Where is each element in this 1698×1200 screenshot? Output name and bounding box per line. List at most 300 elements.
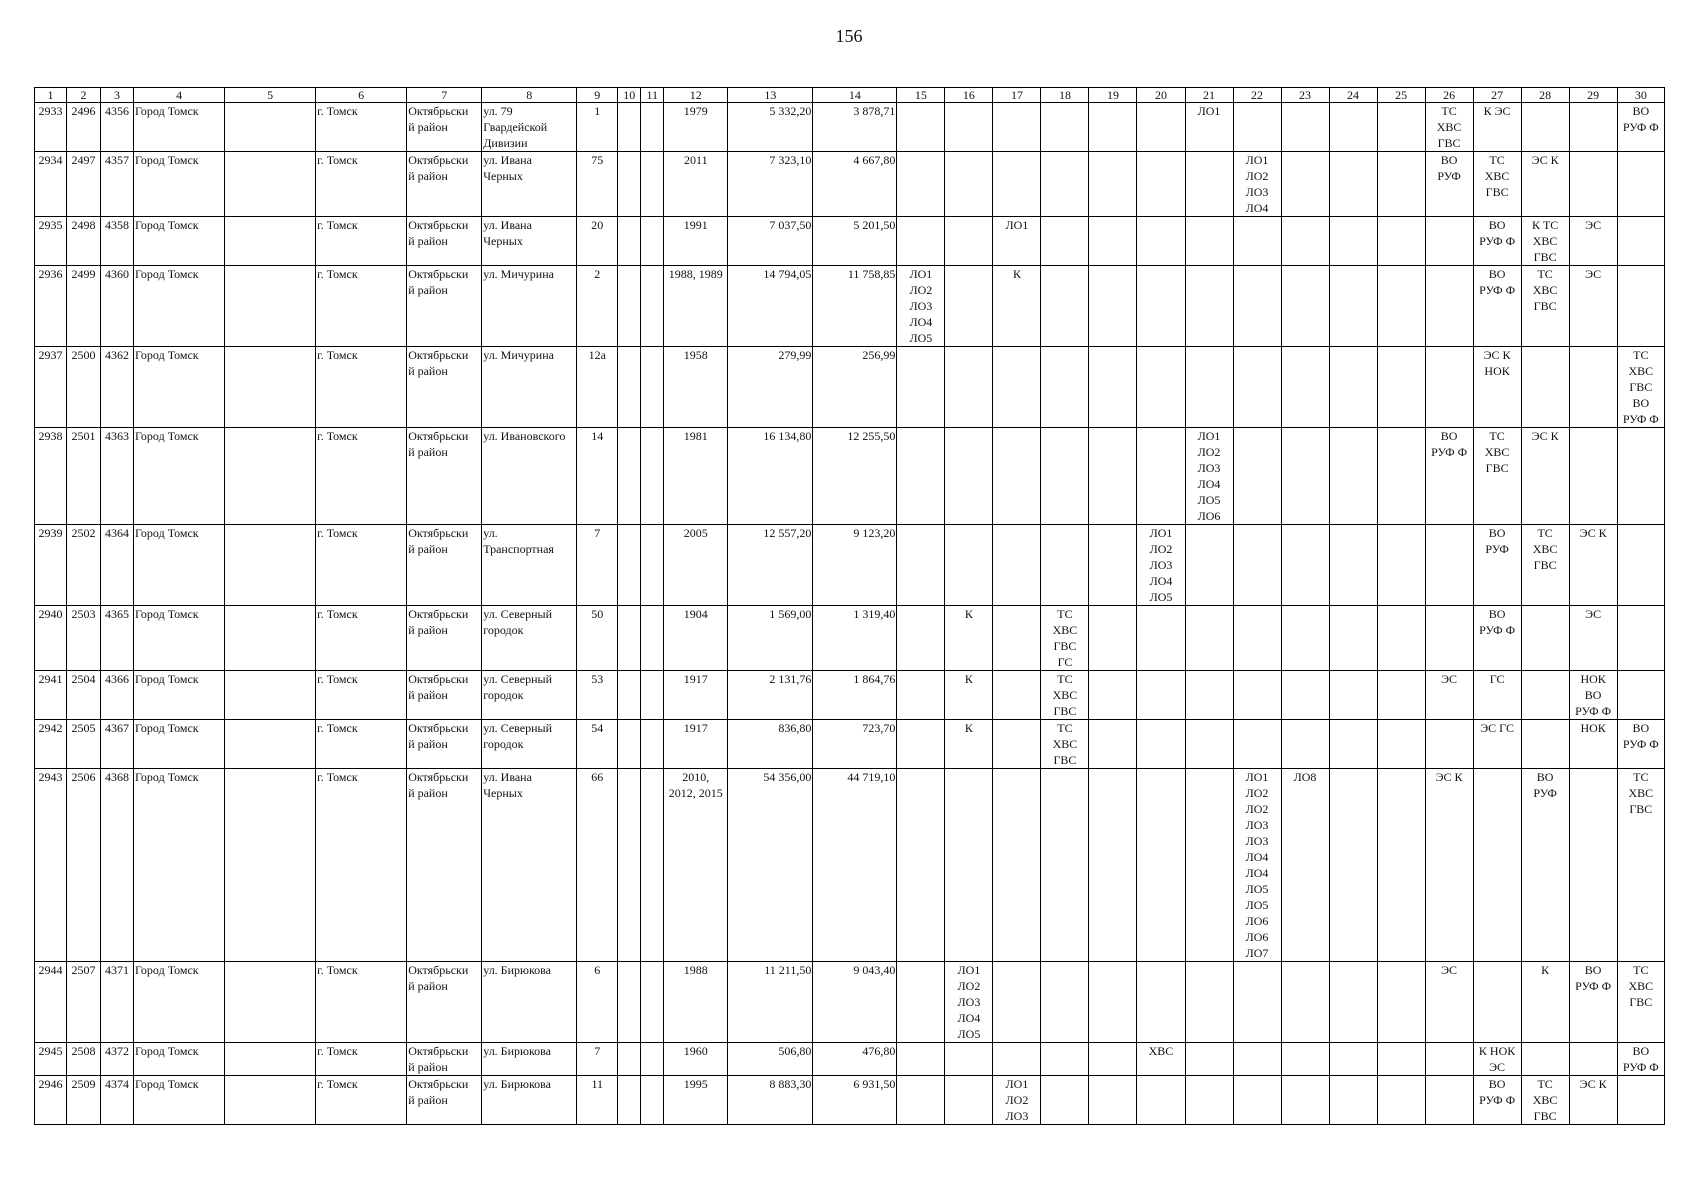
table-cell: Октябрьски й район	[407, 606, 482, 671]
table-cell	[1185, 1043, 1233, 1076]
table-cell: 2939	[35, 525, 67, 606]
table-cell: ВО РУФ Ф	[1617, 1043, 1664, 1076]
table-cell	[1185, 266, 1233, 347]
table-cell	[618, 103, 641, 152]
table-cell: ТС ХВС ГВС	[1473, 428, 1521, 525]
table-cell: 2507	[67, 962, 101, 1043]
table-cell	[1041, 769, 1089, 962]
table-row	[35, 152, 1665, 217]
table-cell	[1281, 347, 1329, 428]
table-cell: Город Томск	[134, 606, 225, 671]
table-cell	[618, 217, 641, 266]
table-cell	[897, 769, 945, 962]
table-cell: Город Томск	[134, 266, 225, 347]
table-cell: 1991	[664, 217, 728, 266]
table-cell	[1089, 103, 1137, 152]
table-cell: 4368	[101, 769, 134, 962]
table-cell: 4360	[101, 266, 134, 347]
table-row	[35, 428, 1665, 525]
table-cell: 2498	[67, 217, 101, 266]
table-cell: 44 719,10	[813, 769, 897, 962]
table-cell: ВО РУФ	[1425, 152, 1473, 217]
table-cell	[1041, 1043, 1089, 1076]
table-cell	[641, 525, 664, 606]
table-cell	[993, 428, 1041, 525]
table-cell: Город Томск	[134, 671, 225, 720]
column-number-cell: 15	[897, 88, 945, 103]
table-cell: 50	[577, 606, 618, 671]
table-cell	[1617, 217, 1664, 266]
table-cell	[1617, 606, 1664, 671]
table-cell: 9 043,40	[813, 962, 897, 1043]
table-cell	[1233, 525, 1281, 606]
table-cell	[1137, 217, 1185, 266]
table-cell	[1617, 671, 1664, 720]
table-cell	[1521, 347, 1569, 428]
table-cell	[1281, 1043, 1329, 1076]
table-cell	[225, 525, 316, 606]
table-cell: 1988, 1989	[664, 266, 728, 347]
table-cell	[945, 266, 993, 347]
table-cell: 12а	[577, 347, 618, 428]
table-cell	[618, 606, 641, 671]
table-cell: 2011	[664, 152, 728, 217]
table-cell: ЛО1 ЛО2 ЛО3 ЛО4 ЛО5	[945, 962, 993, 1043]
table-cell: 16 134,80	[728, 428, 813, 525]
table-cell: ул. Северный городок	[482, 720, 577, 769]
table-cell	[1281, 962, 1329, 1043]
table-cell	[618, 1043, 641, 1076]
table-row	[35, 347, 1665, 428]
table-cell: 1	[577, 103, 618, 152]
table-cell	[1137, 671, 1185, 720]
table-cell: 4371	[101, 962, 134, 1043]
table-row	[35, 671, 1665, 720]
table-cell: 1917	[664, 671, 728, 720]
table-cell: г. Томск	[316, 962, 407, 1043]
table-cell: Октябрьски й район	[407, 525, 482, 606]
table-cell: 1988	[664, 962, 728, 1043]
table-cell: 5 201,50	[813, 217, 897, 266]
table-cell: 4358	[101, 217, 134, 266]
table-cell: ул. Мичурина	[482, 266, 577, 347]
table-cell	[225, 769, 316, 962]
table-cell	[1089, 606, 1137, 671]
table-cell	[1425, 266, 1473, 347]
table-cell	[225, 217, 316, 266]
table-cell	[1473, 962, 1521, 1043]
table-cell	[1137, 962, 1185, 1043]
table-cell: 2946	[35, 1076, 67, 1125]
table-cell	[1185, 671, 1233, 720]
table-cell	[993, 152, 1041, 217]
table-cell	[1617, 152, 1664, 217]
table-cell	[945, 347, 993, 428]
table-cell: ЭС	[1425, 671, 1473, 720]
table-cell	[641, 606, 664, 671]
table-cell	[1233, 962, 1281, 1043]
table-cell: ВО РУФ Ф	[1569, 962, 1617, 1043]
table-cell	[1041, 962, 1089, 1043]
table-cell	[641, 671, 664, 720]
table-cell: Город Томск	[134, 217, 225, 266]
table-cell: 2944	[35, 962, 67, 1043]
table-cell	[225, 347, 316, 428]
column-number-cell: 3	[101, 88, 134, 103]
table-cell: 7	[577, 1043, 618, 1076]
table-cell	[1521, 1043, 1569, 1076]
table-cell: 4363	[101, 428, 134, 525]
table-cell	[1329, 525, 1377, 606]
table-cell: 2935	[35, 217, 67, 266]
table-cell: К ЭС	[1473, 103, 1521, 152]
table-cell	[1569, 1043, 1617, 1076]
table-row	[35, 217, 1665, 266]
table-cell	[1377, 103, 1425, 152]
table-cell: К	[945, 606, 993, 671]
table-cell	[897, 1076, 945, 1125]
table-cell: ЛО1 ЛО2 ЛО3 ЛО4 ЛО5	[1137, 525, 1185, 606]
table-cell: 1979	[664, 103, 728, 152]
table-cell: 2942	[35, 720, 67, 769]
table-cell: ЛО1 ЛО2 ЛО2 ЛО3 ЛО3 ЛО4 ЛО4 ЛО5 ЛО5 ЛО6 ЛО6 ЛО7	[1233, 769, 1281, 962]
table-cell: 4356	[101, 103, 134, 152]
table-cell: Октябрьски й район	[407, 152, 482, 217]
table-cell	[618, 347, 641, 428]
table-cell: 2938	[35, 428, 67, 525]
table-cell	[897, 720, 945, 769]
table-cell	[1185, 1076, 1233, 1125]
table-cell	[1377, 347, 1425, 428]
table-cell	[1041, 152, 1089, 217]
table-cell: 4374	[101, 1076, 134, 1125]
table-cell: 12 255,50	[813, 428, 897, 525]
table-cell	[1281, 671, 1329, 720]
table-cell	[641, 1043, 664, 1076]
table-cell	[641, 152, 664, 217]
table-cell	[1377, 217, 1425, 266]
table-cell	[1089, 720, 1137, 769]
table-cell	[1185, 152, 1233, 217]
table-cell: ВО РУФ Ф	[1473, 217, 1521, 266]
table-cell: Октябрьски й район	[407, 347, 482, 428]
table-cell: г. Томск	[316, 671, 407, 720]
table-cell	[897, 671, 945, 720]
table-cell	[1233, 103, 1281, 152]
table-cell	[1329, 428, 1377, 525]
table-cell	[1425, 525, 1473, 606]
table-cell	[1041, 1076, 1089, 1125]
table-cell: Октябрьски й район	[407, 103, 482, 152]
table-cell	[1137, 720, 1185, 769]
table-cell	[1377, 152, 1425, 217]
table-cell: Город Томск	[134, 720, 225, 769]
table-cell: ул. Мичурина	[482, 347, 577, 428]
table-cell: К	[945, 671, 993, 720]
table-cell	[1233, 347, 1281, 428]
table-cell: 4366	[101, 671, 134, 720]
table-cell: 4364	[101, 525, 134, 606]
table-cell: 2505	[67, 720, 101, 769]
table-cell	[1617, 428, 1664, 525]
housing-register-table	[34, 87, 1665, 1125]
table-cell	[641, 103, 664, 152]
table-cell	[1041, 266, 1089, 347]
table-cell: 4362	[101, 347, 134, 428]
column-number-cell: 26	[1425, 88, 1473, 103]
table-cell	[1521, 720, 1569, 769]
table-cell	[1137, 1076, 1185, 1125]
table-cell	[225, 1076, 316, 1125]
table-cell	[993, 962, 1041, 1043]
table-cell	[1521, 103, 1569, 152]
column-number-cell: 21	[1185, 88, 1233, 103]
table-cell	[641, 266, 664, 347]
table-row	[35, 103, 1665, 152]
column-number-cell: 14	[813, 88, 897, 103]
table-cell: 4372	[101, 1043, 134, 1076]
table-cell	[1281, 1076, 1329, 1125]
table-cell: 1995	[664, 1076, 728, 1125]
table-cell: 1958	[664, 347, 728, 428]
table-cell: 506,80	[728, 1043, 813, 1076]
table-cell	[1281, 266, 1329, 347]
column-number-cell: 17	[993, 88, 1041, 103]
table-cell: 5 332,20	[728, 103, 813, 152]
table-cell	[1281, 525, 1329, 606]
table-cell	[641, 962, 664, 1043]
table-cell: Октябрьски й район	[407, 428, 482, 525]
table-cell	[225, 720, 316, 769]
table-cell: г. Томск	[316, 103, 407, 152]
table-cell	[1137, 266, 1185, 347]
table-cell: ЭС К	[1569, 525, 1617, 606]
table-cell: 2005	[664, 525, 728, 606]
column-number-cell: 13	[728, 88, 813, 103]
column-number-cell: 10	[618, 88, 641, 103]
table-cell	[618, 1076, 641, 1125]
table-cell: ул. Бирюкова	[482, 1076, 577, 1125]
column-number-cell: 28	[1521, 88, 1569, 103]
table-cell	[897, 525, 945, 606]
table-cell	[1329, 962, 1377, 1043]
table-cell: К ТС ХВС ГВС	[1521, 217, 1569, 266]
table-cell: ТС ХВС ГВС	[1425, 103, 1473, 152]
table-cell: ХВС	[1137, 1043, 1185, 1076]
table-cell	[1089, 525, 1137, 606]
table-row	[35, 769, 1665, 962]
table-cell	[1377, 606, 1425, 671]
table-cell	[1521, 606, 1569, 671]
table-cell: ЭС К	[1425, 769, 1473, 962]
table-cell	[1137, 606, 1185, 671]
column-number-cell: 2	[67, 88, 101, 103]
table-cell	[1089, 347, 1137, 428]
table-cell: ЭС К	[1521, 428, 1569, 525]
column-number-cell: 25	[1377, 88, 1425, 103]
table-cell	[641, 769, 664, 962]
table-cell: К	[945, 720, 993, 769]
table-cell: ЭС К НОК	[1473, 347, 1521, 428]
table-cell: Октябрьски й район	[407, 962, 482, 1043]
table-cell: г. Томск	[316, 1076, 407, 1125]
table-cell: ул. Ивана Черных	[482, 152, 577, 217]
column-number-cell: 22	[1233, 88, 1281, 103]
table-cell	[1185, 217, 1233, 266]
table-cell	[1377, 266, 1425, 347]
table-cell: ВО РУФ Ф	[1473, 1076, 1521, 1125]
table-cell	[897, 103, 945, 152]
table-row	[35, 525, 1665, 606]
table-cell	[1569, 769, 1617, 962]
table-cell	[1425, 606, 1473, 671]
table-cell	[1137, 103, 1185, 152]
table-cell	[993, 671, 1041, 720]
table-cell	[1617, 1076, 1664, 1125]
table-cell: 9 123,20	[813, 525, 897, 606]
table-cell: ЭС	[1569, 217, 1617, 266]
table-cell	[1377, 962, 1425, 1043]
table-cell	[1281, 217, 1329, 266]
table-cell: 4 667,80	[813, 152, 897, 217]
page-number: 156	[835, 26, 863, 46]
table-cell: г. Томск	[316, 217, 407, 266]
table-cell	[1281, 606, 1329, 671]
table-cell: 1 569,00	[728, 606, 813, 671]
table-cell: ТС ХВС ГВС	[1521, 1076, 1569, 1125]
table-cell: 4365	[101, 606, 134, 671]
table-cell: ВО РУФ Ф	[1473, 266, 1521, 347]
table-cell: Город Томск	[134, 962, 225, 1043]
column-number-cell: 18	[1041, 88, 1089, 103]
table-cell	[1281, 720, 1329, 769]
table-cell: Октябрьски й район	[407, 769, 482, 962]
table-cell: г. Томск	[316, 1043, 407, 1076]
table-cell: ТС ХВС ГВС ВО РУФ Ф	[1617, 347, 1664, 428]
table-cell: 279,99	[728, 347, 813, 428]
table-cell	[1089, 152, 1137, 217]
table-cell: 8 883,30	[728, 1076, 813, 1125]
table-cell	[1233, 1043, 1281, 1076]
table-cell: 2499	[67, 266, 101, 347]
table-cell: 7 037,50	[728, 217, 813, 266]
table-cell: г. Томск	[316, 606, 407, 671]
table-cell: ул. 79 Гвардейской Дивизии	[482, 103, 577, 152]
table-cell: 2934	[35, 152, 67, 217]
column-number-cell: 20	[1137, 88, 1185, 103]
table-cell: г. Томск	[316, 428, 407, 525]
table-row	[35, 266, 1665, 347]
table-cell	[1233, 217, 1281, 266]
table-cell: 53	[577, 671, 618, 720]
table-cell: 1 864,76	[813, 671, 897, 720]
table-cell	[1185, 606, 1233, 671]
table-cell: г. Томск	[316, 720, 407, 769]
table-cell	[945, 217, 993, 266]
table-cell	[618, 671, 641, 720]
table-cell	[225, 103, 316, 152]
table-cell: ул. Северный городок	[482, 606, 577, 671]
table-cell	[1281, 103, 1329, 152]
table-cell	[1089, 1076, 1137, 1125]
table-cell	[1617, 525, 1664, 606]
table-cell	[1137, 347, 1185, 428]
table-cell: 2496	[67, 103, 101, 152]
table-cell: 6	[577, 962, 618, 1043]
table-cell: 476,80	[813, 1043, 897, 1076]
table-cell	[1233, 266, 1281, 347]
table-cell: 1960	[664, 1043, 728, 1076]
table-cell	[641, 217, 664, 266]
table-cell	[1089, 428, 1137, 525]
table-cell	[1329, 1043, 1377, 1076]
table-cell: Октябрьски й район	[407, 671, 482, 720]
table-cell: 7	[577, 525, 618, 606]
table-cell: ТС ХВС ГВС ГС	[1041, 606, 1089, 671]
table-cell	[945, 152, 993, 217]
table-cell	[1329, 103, 1377, 152]
table-cell	[1281, 428, 1329, 525]
table-cell	[993, 525, 1041, 606]
table-cell: ТС ХВС ГВС	[1041, 720, 1089, 769]
column-number-row	[35, 88, 1665, 103]
table-cell: 54	[577, 720, 618, 769]
table-cell: Октябрьски й район	[407, 1043, 482, 1076]
table-cell: 2933	[35, 103, 67, 152]
table-cell: ЛО1 ЛО2 ЛО3 ЛО4	[1233, 152, 1281, 217]
table-cell	[1137, 769, 1185, 962]
table-cell: 2497	[67, 152, 101, 217]
table-cell	[1377, 1043, 1425, 1076]
table-cell	[897, 962, 945, 1043]
table-cell	[945, 1076, 993, 1125]
table-row	[35, 606, 1665, 671]
table-cell	[1089, 1043, 1137, 1076]
table-cell	[618, 720, 641, 769]
table-cell: 2943	[35, 769, 67, 962]
table-cell: 2937	[35, 347, 67, 428]
table-row	[35, 1076, 1665, 1125]
table-cell: ЛО1	[1185, 103, 1233, 152]
table-cell: г. Томск	[316, 525, 407, 606]
table-cell: К	[1521, 962, 1569, 1043]
table-cell: ВО РУФ Ф	[1473, 606, 1521, 671]
table-cell	[1569, 152, 1617, 217]
table-row	[35, 720, 1665, 769]
table-cell: 11	[577, 1076, 618, 1125]
table-cell	[1185, 525, 1233, 606]
table-cell: 2010, 2012, 2015	[664, 769, 728, 962]
column-number-cell: 8	[482, 88, 577, 103]
column-number-cell: 12	[664, 88, 728, 103]
table-cell: Город Томск	[134, 525, 225, 606]
table-cell: г. Томск	[316, 769, 407, 962]
table-cell: 256,99	[813, 347, 897, 428]
table-cell	[618, 769, 641, 962]
table-cell: ТС ХВС ГВС	[1617, 769, 1664, 962]
table-cell	[945, 428, 993, 525]
table-cell: Октябрьски й район	[407, 720, 482, 769]
table-cell: 20	[577, 217, 618, 266]
table-cell: 2 131,76	[728, 671, 813, 720]
table-cell: ЛО1	[993, 217, 1041, 266]
table-cell	[618, 152, 641, 217]
table-cell	[1233, 1076, 1281, 1125]
table-cell	[1425, 1076, 1473, 1125]
column-number-cell: 27	[1473, 88, 1521, 103]
table-cell	[618, 266, 641, 347]
table-cell: Город Томск	[134, 103, 225, 152]
